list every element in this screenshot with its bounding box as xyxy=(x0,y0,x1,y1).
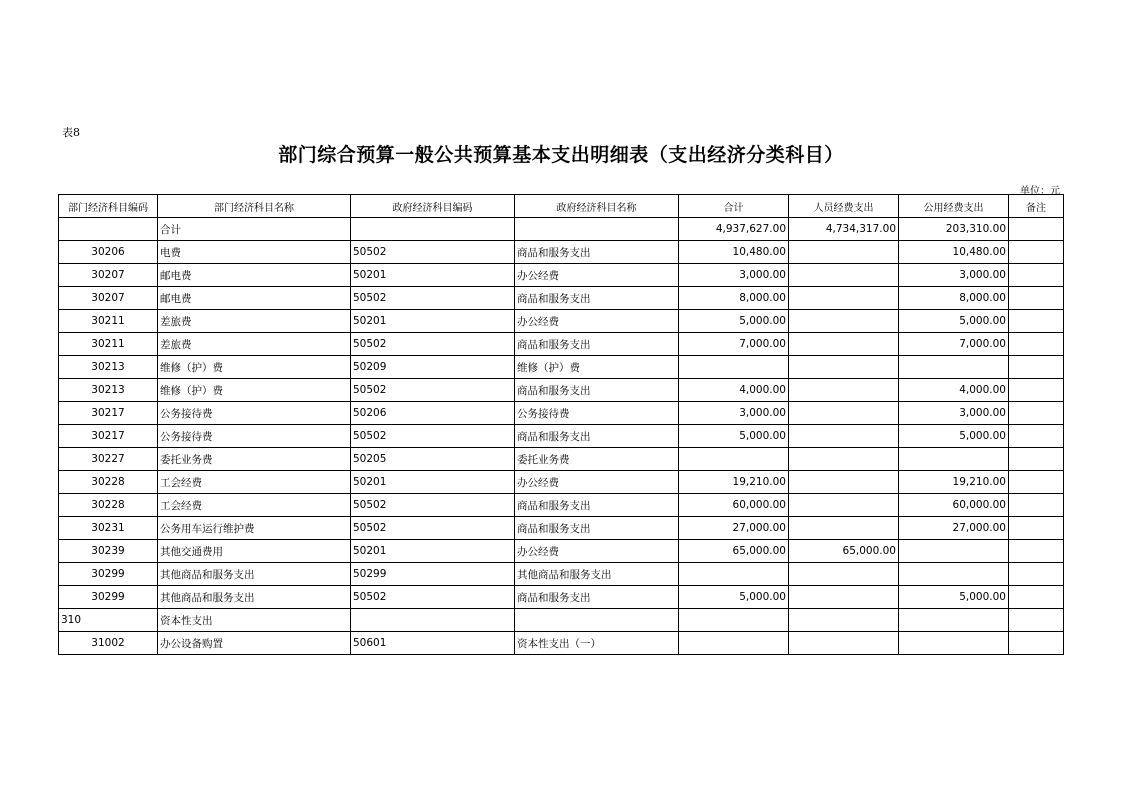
expenditure-table xyxy=(58,194,1064,655)
cell-public: 19,210.00 xyxy=(899,471,1009,494)
cell-dept-name: 公务用车运行维护费 xyxy=(158,517,351,540)
cell-personnel xyxy=(789,264,899,287)
header-public: 公用经费支出 xyxy=(899,195,1009,218)
cell-dept-code: 30217 xyxy=(59,425,158,448)
cell-total xyxy=(679,356,789,379)
cell-dept-name: 工会经费 xyxy=(158,471,351,494)
cell-gov-name: 办公经费 xyxy=(515,264,679,287)
cell-gov-code: 50201 xyxy=(351,471,515,494)
cell-note xyxy=(1009,241,1064,264)
cell-gov-code: 50209 xyxy=(351,356,515,379)
cell-gov-name: 商品和服务支出 xyxy=(515,241,679,264)
cell-public: 8,000.00 xyxy=(899,287,1009,310)
cell-public: 10,480.00 xyxy=(899,241,1009,264)
cell-personnel xyxy=(789,471,899,494)
cell-gov-code: 50201 xyxy=(351,540,515,563)
cell-personnel: 4,734,317.00 xyxy=(789,218,899,241)
cell-gov-code: 50502 xyxy=(351,494,515,517)
cell-dept-code: 31002 xyxy=(59,632,158,655)
table-row xyxy=(59,494,1064,517)
cell-total: 65,000.00 xyxy=(679,540,789,563)
cell-note xyxy=(1009,379,1064,402)
cell-dept-name: 工会经费 xyxy=(158,494,351,517)
cell-gov-name: 维修（护）费 xyxy=(515,356,679,379)
cell-gov-name: 商品和服务支出 xyxy=(515,425,679,448)
cell-gov-name: 商品和服务支出 xyxy=(515,494,679,517)
table-row xyxy=(59,333,1064,356)
cell-total: 5,000.00 xyxy=(679,310,789,333)
cell-dept-code xyxy=(59,218,158,241)
cell-dept-code: 30227 xyxy=(59,448,158,471)
table-row xyxy=(59,310,1064,333)
cell-note xyxy=(1009,471,1064,494)
cell-personnel xyxy=(789,586,899,609)
cell-dept-code: 30207 xyxy=(59,264,158,287)
cell-note xyxy=(1009,425,1064,448)
cell-dept-code: 310 xyxy=(59,609,158,632)
cell-total xyxy=(679,448,789,471)
table-row xyxy=(59,356,1064,379)
cell-gov-code: 50201 xyxy=(351,264,515,287)
cell-dept-name: 办公设备购置 xyxy=(158,632,351,655)
cell-gov-name: 公务接待费 xyxy=(515,402,679,425)
cell-dept-code: 30228 xyxy=(59,471,158,494)
cell-gov-name: 商品和服务支出 xyxy=(515,287,679,310)
cell-dept-name: 差旅费 xyxy=(158,310,351,333)
cell-public: 4,000.00 xyxy=(899,379,1009,402)
cell-gov-code: 50502 xyxy=(351,425,515,448)
cell-total: 8,000.00 xyxy=(679,287,789,310)
cell-dept-name: 其他商品和服务支出 xyxy=(158,586,351,609)
cell-gov-name xyxy=(515,218,679,241)
cell-personnel xyxy=(789,333,899,356)
cell-public: 3,000.00 xyxy=(899,264,1009,287)
cell-gov-name: 商品和服务支出 xyxy=(515,379,679,402)
table-row xyxy=(59,632,1064,655)
cell-personnel xyxy=(789,425,899,448)
cell-note xyxy=(1009,540,1064,563)
table-row xyxy=(59,264,1064,287)
cell-public: 7,000.00 xyxy=(899,333,1009,356)
cell-dept-name: 其他交通费用 xyxy=(158,540,351,563)
cell-dept-code: 30231 xyxy=(59,517,158,540)
cell-note xyxy=(1009,632,1064,655)
header-gov-name: 政府经济科目名称 xyxy=(515,195,679,218)
cell-public: 5,000.00 xyxy=(899,586,1009,609)
cell-dept-code: 30217 xyxy=(59,402,158,425)
cell-dept-code: 30228 xyxy=(59,494,158,517)
cell-note xyxy=(1009,609,1064,632)
cell-note xyxy=(1009,218,1064,241)
cell-personnel xyxy=(789,287,899,310)
cell-dept-code: 30211 xyxy=(59,333,158,356)
cell-public xyxy=(899,356,1009,379)
cell-dept-code: 30299 xyxy=(59,586,158,609)
cell-gov-name xyxy=(515,609,679,632)
cell-note xyxy=(1009,402,1064,425)
cell-total: 60,000.00 xyxy=(679,494,789,517)
cell-public: 5,000.00 xyxy=(899,310,1009,333)
cell-note xyxy=(1009,563,1064,586)
cell-public xyxy=(899,563,1009,586)
cell-personnel xyxy=(789,563,899,586)
table-number: 表8 xyxy=(62,126,80,139)
cell-public: 3,000.00 xyxy=(899,402,1009,425)
cell-gov-code: 50299 xyxy=(351,563,515,586)
cell-dept-name: 其他商品和服务支出 xyxy=(158,563,351,586)
cell-total: 19,210.00 xyxy=(679,471,789,494)
cell-dept-name: 公务接待费 xyxy=(158,425,351,448)
table-row xyxy=(59,402,1064,425)
cell-personnel xyxy=(789,494,899,517)
cell-gov-name: 商品和服务支出 xyxy=(515,333,679,356)
table-row xyxy=(59,609,1064,632)
header-total: 合计 xyxy=(679,195,789,218)
header-gov-code: 政府经济科目编码 xyxy=(351,195,515,218)
cell-total: 5,000.00 xyxy=(679,425,789,448)
cell-personnel xyxy=(789,448,899,471)
cell-total: 7,000.00 xyxy=(679,333,789,356)
cell-dept-code: 30213 xyxy=(59,356,158,379)
cell-total: 4,000.00 xyxy=(679,379,789,402)
cell-gov-code: 50502 xyxy=(351,333,515,356)
cell-gov-name: 商品和服务支出 xyxy=(515,517,679,540)
cell-public: 5,000.00 xyxy=(899,425,1009,448)
cell-dept-code: 30206 xyxy=(59,241,158,264)
cell-personnel xyxy=(789,402,899,425)
table-row xyxy=(59,471,1064,494)
cell-gov-name: 办公经费 xyxy=(515,540,679,563)
unit-label: 单位：元 xyxy=(1020,186,1060,197)
cell-gov-code xyxy=(351,218,515,241)
cell-dept-code: 30239 xyxy=(59,540,158,563)
cell-total xyxy=(679,632,789,655)
cell-total: 5,000.00 xyxy=(679,586,789,609)
cell-dept-name: 维修（护）费 xyxy=(158,356,351,379)
table-row xyxy=(59,586,1064,609)
cell-personnel xyxy=(789,517,899,540)
cell-dept-name: 邮电费 xyxy=(158,287,351,310)
cell-personnel xyxy=(789,241,899,264)
cell-personnel xyxy=(789,310,899,333)
cell-gov-code: 50502 xyxy=(351,379,515,402)
cell-note xyxy=(1009,264,1064,287)
cell-public xyxy=(899,609,1009,632)
page-title: 部门综合预算一般公共预算基本支出明细表（支出经济分类科目） xyxy=(278,144,844,166)
table-row xyxy=(59,517,1064,540)
cell-total: 27,000.00 xyxy=(679,517,789,540)
cell-gov-code: 50502 xyxy=(351,241,515,264)
cell-public: 60,000.00 xyxy=(899,494,1009,517)
cell-total xyxy=(679,563,789,586)
table-row xyxy=(59,379,1064,402)
cell-gov-code: 50206 xyxy=(351,402,515,425)
table-body xyxy=(59,218,1064,655)
cell-dept-name: 资本性支出 xyxy=(158,609,351,632)
cell-gov-name: 资本性支出（一） xyxy=(515,632,679,655)
cell-total: 4,937,627.00 xyxy=(679,218,789,241)
cell-gov-name: 委托业务费 xyxy=(515,448,679,471)
cell-gov-code: 50502 xyxy=(351,287,515,310)
table-row xyxy=(59,448,1064,471)
cell-public xyxy=(899,540,1009,563)
cell-gov-name: 商品和服务支出 xyxy=(515,586,679,609)
header-personnel: 人员经费支出 xyxy=(789,195,899,218)
cell-note xyxy=(1009,586,1064,609)
cell-note xyxy=(1009,517,1064,540)
cell-dept-code: 30207 xyxy=(59,287,158,310)
table-header-row xyxy=(59,195,1064,218)
cell-gov-code: 50601 xyxy=(351,632,515,655)
cell-total: 3,000.00 xyxy=(679,264,789,287)
cell-personnel xyxy=(789,632,899,655)
cell-total: 10,480.00 xyxy=(679,241,789,264)
cell-public: 203,310.00 xyxy=(899,218,1009,241)
cell-total xyxy=(679,609,789,632)
header-dept-code: 部门经济科目编码 xyxy=(59,195,158,218)
table-row xyxy=(59,563,1064,586)
cell-dept-name: 合计 xyxy=(158,218,351,241)
cell-dept-name: 邮电费 xyxy=(158,264,351,287)
cell-dept-name: 委托业务费 xyxy=(158,448,351,471)
cell-dept-code: 30211 xyxy=(59,310,158,333)
cell-dept-name: 电费 xyxy=(158,241,351,264)
header-dept-name: 部门经济科目名称 xyxy=(158,195,351,218)
cell-dept-name: 差旅费 xyxy=(158,333,351,356)
cell-note xyxy=(1009,287,1064,310)
cell-public: 27,000.00 xyxy=(899,517,1009,540)
cell-note xyxy=(1009,356,1064,379)
cell-public xyxy=(899,632,1009,655)
cell-gov-code: 50201 xyxy=(351,310,515,333)
cell-personnel xyxy=(789,379,899,402)
cell-gov-code: 50502 xyxy=(351,517,515,540)
header-note: 备注 xyxy=(1009,195,1064,218)
cell-gov-code xyxy=(351,609,515,632)
cell-note xyxy=(1009,333,1064,356)
cell-note xyxy=(1009,448,1064,471)
cell-note xyxy=(1009,494,1064,517)
cell-dept-name: 公务接待费 xyxy=(158,402,351,425)
cell-gov-code: 50502 xyxy=(351,586,515,609)
table-row xyxy=(59,287,1064,310)
cell-gov-name: 办公经费 xyxy=(515,471,679,494)
cell-gov-code: 50205 xyxy=(351,448,515,471)
table-row xyxy=(59,241,1064,264)
cell-note xyxy=(1009,310,1064,333)
cell-personnel xyxy=(789,609,899,632)
table-row xyxy=(59,425,1064,448)
cell-gov-name: 办公经费 xyxy=(515,310,679,333)
cell-dept-code: 30213 xyxy=(59,379,158,402)
cell-personnel xyxy=(789,356,899,379)
table-row xyxy=(59,540,1064,563)
cell-personnel: 65,000.00 xyxy=(789,540,899,563)
cell-total: 3,000.00 xyxy=(679,402,789,425)
cell-public xyxy=(899,448,1009,471)
table-row xyxy=(59,218,1064,241)
cell-gov-name: 其他商品和服务支出 xyxy=(515,563,679,586)
cell-dept-code: 30299 xyxy=(59,563,158,586)
cell-dept-name: 维修（护）费 xyxy=(158,379,351,402)
